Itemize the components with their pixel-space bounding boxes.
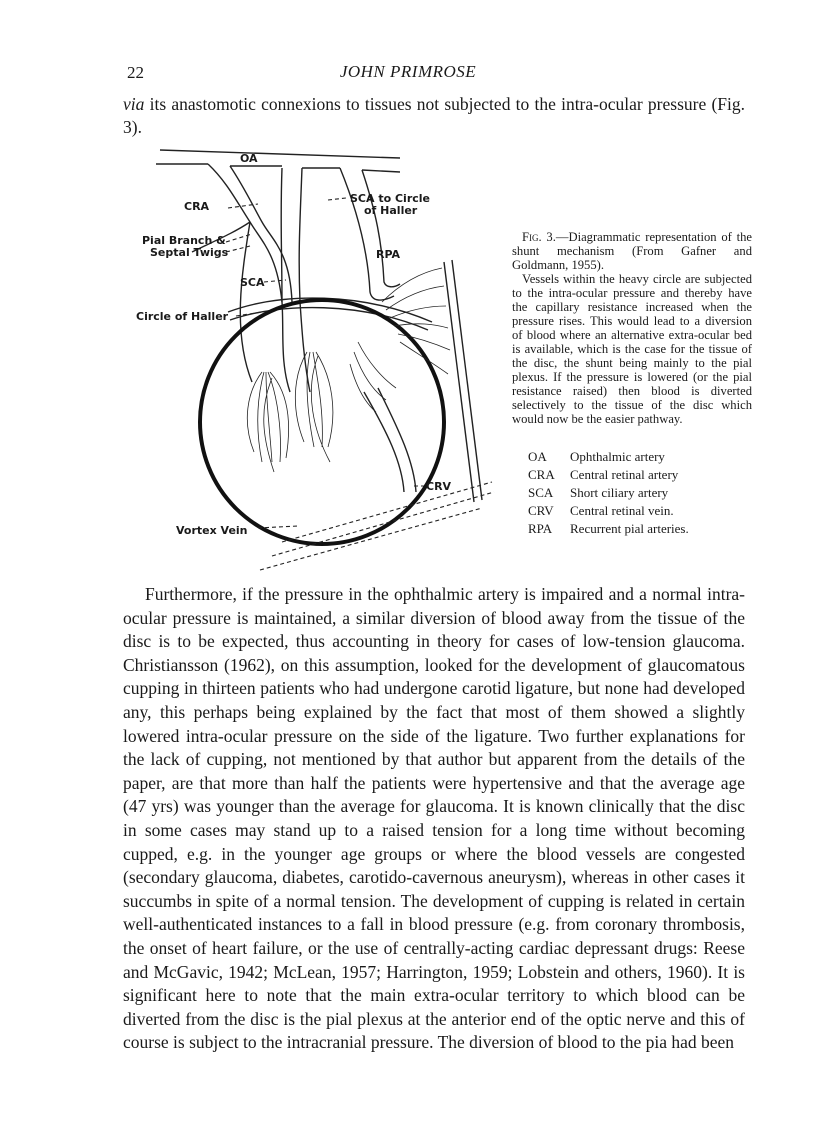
legend-meaning: Short ciliary artery [570, 485, 669, 500]
disc-capillary-fan-left [247, 372, 288, 472]
legend-row [528, 468, 689, 486]
label-oa: OA [240, 152, 258, 165]
legend-meaning: Central retinal vein. [570, 503, 674, 518]
label-pial-2: Septal Twigs [150, 246, 229, 259]
legend-row [528, 486, 689, 504]
legend-meaning: Ophthalmic artery [570, 449, 665, 464]
label-cra: CRA [184, 200, 210, 213]
caption-body: Vessels within the heavy circle are subjected to the intra-ocular pressure and thereby have the capillary resistance increased when the pressure rises. This would lead to a diversion of blood where an alternative extra-ocular bed is available, which is the case for the tissue of the disc, the shunt being mainly to the pial plexus. If the pressure is lowered (or the pial resistance raised) then blood is diverted selectively to the tissue of the disc which would now be the easier pathway. [512, 272, 752, 426]
legend-meaning: Central retinal artery [570, 467, 679, 482]
intro-lead-word: via [123, 94, 145, 114]
page-number: 22 [127, 63, 144, 82]
legend-row [528, 450, 689, 468]
label-crv: CRV [426, 480, 452, 493]
body-paragraph: Furthermore, if the pressure in the ophthalmic artery is impaired and a normal intra-ocular pressure is maintained, a similar diversion of blood away from the tissue of the disc is to be expected, thus accounting in theory for cases of low-tension glaucoma. Christiansson (1962), on this assumption, looked for the development of glaucomatous cupping in thirteen patients who had undergone carotid ligature, but none had developed any, this perhaps being explained by the fact that most of them showed a slightly lowered intra-ocular pressure on the side of the ligature. Two further explanations for the lack of cupping, not mentioned by that author but apparent from the details of the paper, are that more than half the patients were hypertensive and that the average age (47 yrs) was younger than the average for glaucoma. It is known clinically that the disc in some cases may stand up to a raised tension for a long time without becoming cupped, e.g. in the younger age groups or where the blood vessels are congested (secondary glaucoma, diabetes, carotido-cavernous aneurysm), whereas in other cases it succumbs in spite of a normal tension. The development of cupping is related in certain well-authenticated instances to a fall in blood pressure (e.g. from coronary thrombosis, the onset of heart failure, or the use of centrally-acting cardiac depressant drugs: Reese and McGavic, 1942; McLean, 1957; Harrington, 1959; Lobstein and others, 1960). It is significant here to note that the main extra-ocular territory to which blood can be diverted from the disc is the pial plexus at the anterior end of the optic nerve and this of course is subject to the intracranial pressure. The diversion of blood to the pia had been [123, 584, 745, 1053]
label-pial-1: Pial Branch & [142, 234, 226, 247]
choroid-fan [350, 342, 396, 412]
caption-fig-tag: Fig. 3. [522, 230, 556, 244]
label-circle-of-haller: Circle of Haller [136, 310, 229, 323]
intro-paragraph [123, 93, 745, 139]
running-head: JOHN PRIMROSE [339, 62, 477, 81]
label-sca-circle-2: of Haller [364, 204, 418, 217]
legend-row [528, 504, 689, 522]
leader-sca-circle [328, 198, 346, 200]
legend-abbr: RPA [528, 521, 553, 536]
legend-abbr: CRA [528, 467, 555, 482]
sca-vessel-left [240, 222, 252, 382]
ophthalmic-artery-line-bottom [156, 164, 400, 172]
rpa-vessel-line-2 [452, 260, 482, 500]
legend-abbr: CRV [528, 503, 554, 518]
intro-text: its anastomotic connexions to tissues not subjected to the intra-ocular pressure (Fig. 3). [123, 94, 745, 137]
central-trunk-right [299, 168, 310, 392]
shunt-diagram-svg [132, 142, 512, 582]
figure-3-diagram [132, 142, 512, 582]
caption-title-text: —Diagrammatic representation of the shunt mechanism (From Gafner and Goldmann, 1955). [512, 230, 753, 272]
caption-title [512, 230, 752, 272]
figure-caption [512, 230, 752, 426]
legend-abbr: SCA [528, 485, 554, 500]
legend-row [528, 522, 689, 540]
crv-vessel-2 [378, 388, 416, 492]
legend-meaning: Recurrent pial arteries. [570, 521, 689, 536]
rpa-vessel-line-1 [444, 262, 474, 502]
crv-vessel-1 [364, 392, 404, 492]
label-vortex-vein: Vortex Vein [176, 524, 248, 537]
ophthalmic-artery-line-top [160, 150, 400, 158]
leader-sca [264, 280, 286, 282]
abbreviation-legend [528, 450, 689, 540]
disc-capillary-fan-center [295, 352, 333, 462]
label-sca-circle-1: SCA to Circle [350, 192, 431, 205]
label-rpa: RPA [376, 248, 401, 261]
label-sca: SCA [240, 276, 265, 289]
legend-abbr: OA [528, 449, 547, 464]
